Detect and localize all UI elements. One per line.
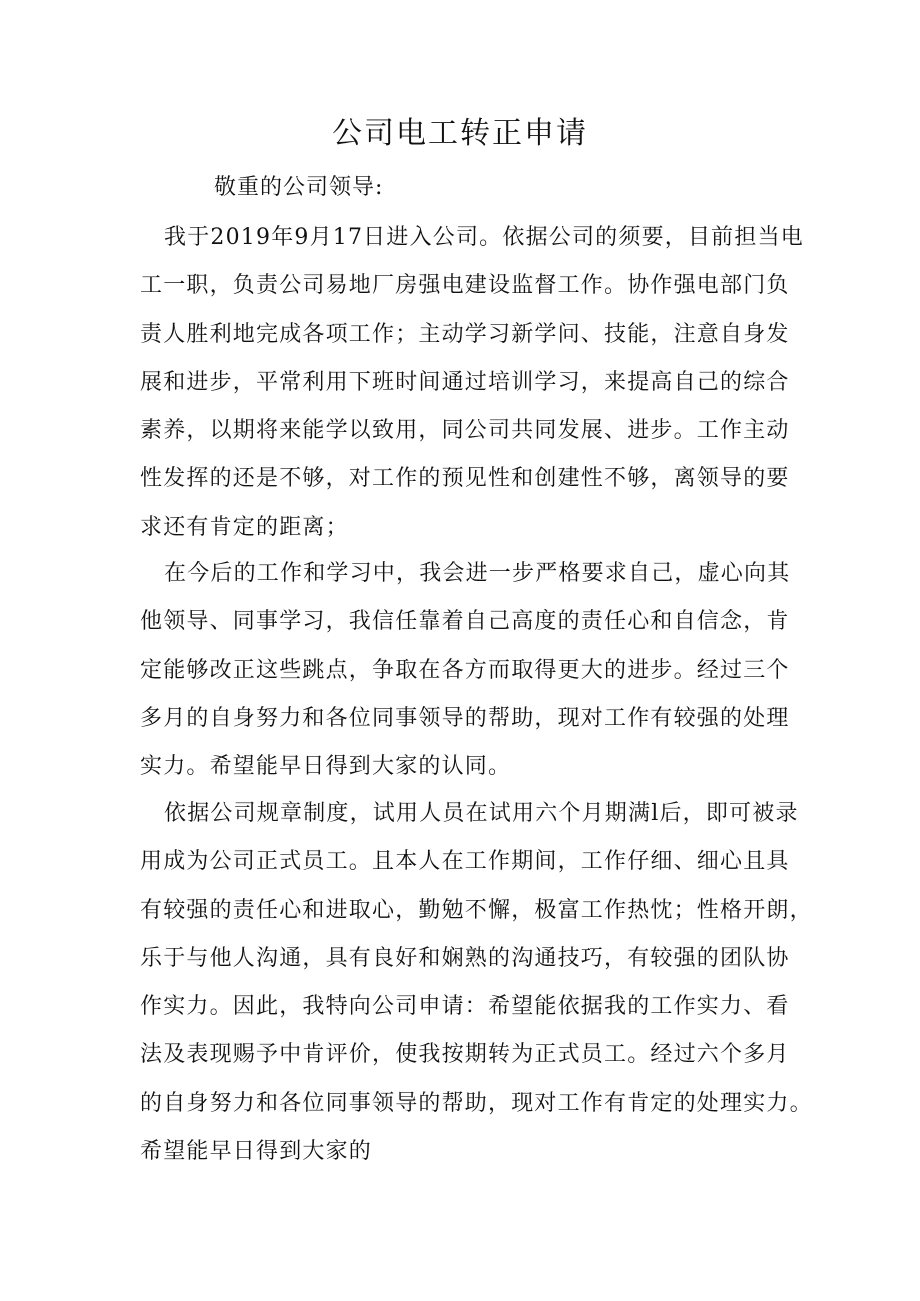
paragraph-line: 定能够改正这些跳点，争取在各方而取得更大的进步。经过三个 <box>140 657 790 683</box>
document-title: 公司电工转正申请 <box>332 116 588 151</box>
paragraph-line: 的自身努力和各位同事领导的帮助，现对工作有肯定的处理实力。 <box>140 1090 813 1116</box>
paragraph-line: 多月的自身努力和各位同事领导的帮助，现对工作有较强的处理 <box>140 705 790 731</box>
paragraph-line: 乐于与他人沟通，具有良好和娴熟的沟通技巧，有较强的团队协 <box>140 945 790 971</box>
paragraph-line: 求还有肯定的距离； <box>140 514 349 540</box>
paragraph-line: 希望能早日得到大家的 <box>140 1139 373 1165</box>
paragraph-line: 我于2019年9月17日进入公司。依据公司的须要，目前担当电 <box>164 225 804 250</box>
paragraph-line: 他领导、同事学习，我信任靠着自己高度的责任心和自信念，肯 <box>140 609 790 635</box>
paragraph-line: 法及表现赐予中肯评价，使我按期转为正式员工。经过六个多月 <box>140 1042 790 1068</box>
paragraph-line: 工一职，负责公司易地厂房强电建设监督工作。协作强电部门负 <box>140 273 790 299</box>
salutation: 敬重的公司领导: <box>214 175 384 200</box>
paragraph-line: 有较强的责任心和进取心，勤勉不懈，极富工作热忱；性格开朗， <box>140 897 813 923</box>
paragraph-line: 性发挥的还是不够，对工作的预见性和创建性不够，离领导的要 <box>140 466 790 492</box>
paragraph-line: 素养，以期将来能学以致用，同公司共同发展、进步。工作主动 <box>140 418 790 444</box>
paragraph-line: 用成为公司正式员工。且本人在工作期间，工作仔细、细心且具 <box>140 849 790 875</box>
paragraph-line: 作实力。因此，我特向公司申请：希望能依据我的工作实力、看 <box>140 994 790 1020</box>
paragraph-line: 依据公司规章制度，试用人员在试用六个月期满l后，即可被录 <box>164 801 799 826</box>
paragraph-line: 展和进步，平常利用下班时间通过培训学习，来提高自己的综合 <box>140 369 790 395</box>
paragraph-line: 责人胜利地完成各项工作；主动学习新学问、技能，注意自身发 <box>140 321 790 347</box>
paragraph-line: 实力。希望能早日得到大家的认同。 <box>140 754 512 780</box>
paragraph-2 <box>140 550 790 791</box>
paragraph-line: 在今后的工作和学习中，我会进一步严格要求自己，虚心向其 <box>164 561 791 586</box>
paragraph-3 <box>140 790 813 1176</box>
paragraph-1 <box>140 214 804 552</box>
